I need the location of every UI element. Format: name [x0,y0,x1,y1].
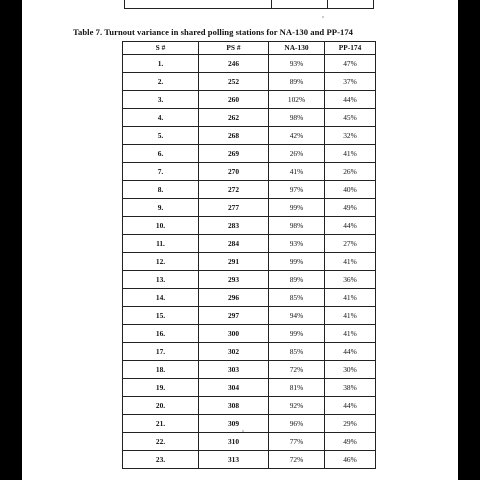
serial-cell: 14. [123,289,199,307]
pp-174-cell: 41% [325,325,376,343]
serial-cell: 6. [123,145,199,163]
serial-cell: 20. [123,397,199,415]
pp-174-cell: 41% [325,253,376,271]
polling-station-cell: 303 [199,361,269,379]
column-header-polling-station: PS # [199,42,269,55]
pp-174-cell: 44% [325,217,376,235]
serial-cell: 4. [123,109,199,127]
pp-174-cell: 47% [325,55,376,73]
serial-cell: 17. [123,343,199,361]
serial-cell: 12. [123,253,199,271]
table-row [123,361,376,379]
table-row [123,307,376,325]
na-130-cell: 93% [269,235,325,253]
column-header-pp-174: PP-174 [325,42,376,55]
table-divider [271,0,272,8]
serial-cell: 1. [123,55,199,73]
serial-cell: 23. [123,451,199,469]
serial-cell: 19. [123,379,199,397]
polling-station-cell: 269 [199,145,269,163]
na-130-cell: 42% [269,127,325,145]
pp-174-cell: 26% [325,163,376,181]
table-row [123,55,376,73]
na-130-cell: 72% [269,361,325,379]
na-130-cell: 99% [269,253,325,271]
na-130-cell: 102% [269,91,325,109]
table-row [123,73,376,91]
serial-cell: 13. [123,271,199,289]
pp-174-cell: 29% [325,415,376,433]
serial-cell: 16. [123,325,199,343]
previous-table-fragment [124,0,374,9]
serial-cell: 22. [123,433,199,451]
serial-cell: 2. [123,73,199,91]
na-130-cell: 93% [269,55,325,73]
pp-174-cell: 40% [325,181,376,199]
pp-174-cell: 44% [325,343,376,361]
pp-174-cell: 32% [325,127,376,145]
na-130-cell: 89% [269,73,325,91]
table-row [123,325,376,343]
pp-174-cell: 27% [325,235,376,253]
na-130-cell: 99% [269,199,325,217]
polling-station-cell: 246 [199,55,269,73]
table-row [123,91,376,109]
table-row [123,217,376,235]
scan-speck [322,16,324,18]
na-130-cell: 85% [269,289,325,307]
na-130-cell: 81% [269,379,325,397]
polling-station-cell: 297 [199,307,269,325]
polling-station-cell: 260 [199,91,269,109]
column-header-na-130: NA-130 [269,42,325,55]
polling-station-cell: 304 [199,379,269,397]
serial-cell: 10. [123,217,199,235]
table-row [123,271,376,289]
polling-station-cell: 308 [199,397,269,415]
table-row [123,163,376,181]
turnout-table [122,41,376,469]
pp-174-cell: 38% [325,379,376,397]
serial-cell: 18. [123,361,199,379]
scan-speck [242,430,244,432]
table-row [123,289,376,307]
na-130-cell: 26% [269,145,325,163]
na-130-cell: 72% [269,451,325,469]
na-130-cell: 77% [269,433,325,451]
table-row [123,379,376,397]
polling-station-cell: 268 [199,127,269,145]
table-row [123,253,376,271]
pp-174-cell: 45% [325,109,376,127]
table-row [123,235,376,253]
serial-cell: 11. [123,235,199,253]
polling-station-cell: 270 [199,163,269,181]
polling-station-cell: 310 [199,433,269,451]
table-row [123,199,376,217]
serial-cell: 21. [123,415,199,433]
polling-station-cell: 309 [199,415,269,433]
document-page [22,0,458,480]
polling-station-cell: 262 [199,109,269,127]
table-divider [327,0,328,8]
na-130-cell: 97% [269,181,325,199]
polling-station-cell: 296 [199,289,269,307]
pp-174-cell: 36% [325,271,376,289]
serial-cell: 8. [123,181,199,199]
table-row [123,415,376,433]
na-130-cell: 41% [269,163,325,181]
pp-174-cell: 49% [325,199,376,217]
na-130-cell: 98% [269,109,325,127]
table-row [123,451,376,469]
na-130-cell: 98% [269,217,325,235]
na-130-cell: 96% [269,415,325,433]
polling-station-cell: 291 [199,253,269,271]
na-130-cell: 92% [269,397,325,415]
serial-cell: 3. [123,91,199,109]
serial-cell: 15. [123,307,199,325]
na-130-cell: 89% [269,271,325,289]
table-row [123,145,376,163]
table-row [123,181,376,199]
pp-174-cell: 37% [325,73,376,91]
table-row [123,127,376,145]
pp-174-cell: 44% [325,397,376,415]
na-130-cell: 99% [269,325,325,343]
pp-174-cell: 49% [325,433,376,451]
pp-174-cell: 41% [325,145,376,163]
polling-station-cell: 283 [199,217,269,235]
polling-station-cell: 277 [199,199,269,217]
serial-cell: 7. [123,163,199,181]
polling-station-cell: 252 [199,73,269,91]
table-row [123,109,376,127]
polling-station-cell: 313 [199,451,269,469]
serial-cell: 9. [123,199,199,217]
column-header-serial: S # [123,42,199,55]
polling-station-cell: 293 [199,271,269,289]
polling-station-cell: 300 [199,325,269,343]
serial-cell: 5. [123,127,199,145]
polling-station-cell: 302 [199,343,269,361]
table-row [123,433,376,451]
table-row [123,397,376,415]
table-row [123,343,376,361]
pp-174-cell: 41% [325,289,376,307]
na-130-cell: 85% [269,343,325,361]
table-caption: Table 7. Turnout variance in shared polling stations for NA-130 and PP-174 [73,27,354,37]
pp-174-cell: 30% [325,361,376,379]
table-body [123,55,376,469]
pp-174-cell: 46% [325,451,376,469]
pp-174-cell: 41% [325,307,376,325]
polling-station-cell: 284 [199,235,269,253]
na-130-cell: 94% [269,307,325,325]
table-header-row [123,42,376,55]
pp-174-cell: 44% [325,91,376,109]
polling-station-cell: 272 [199,181,269,199]
